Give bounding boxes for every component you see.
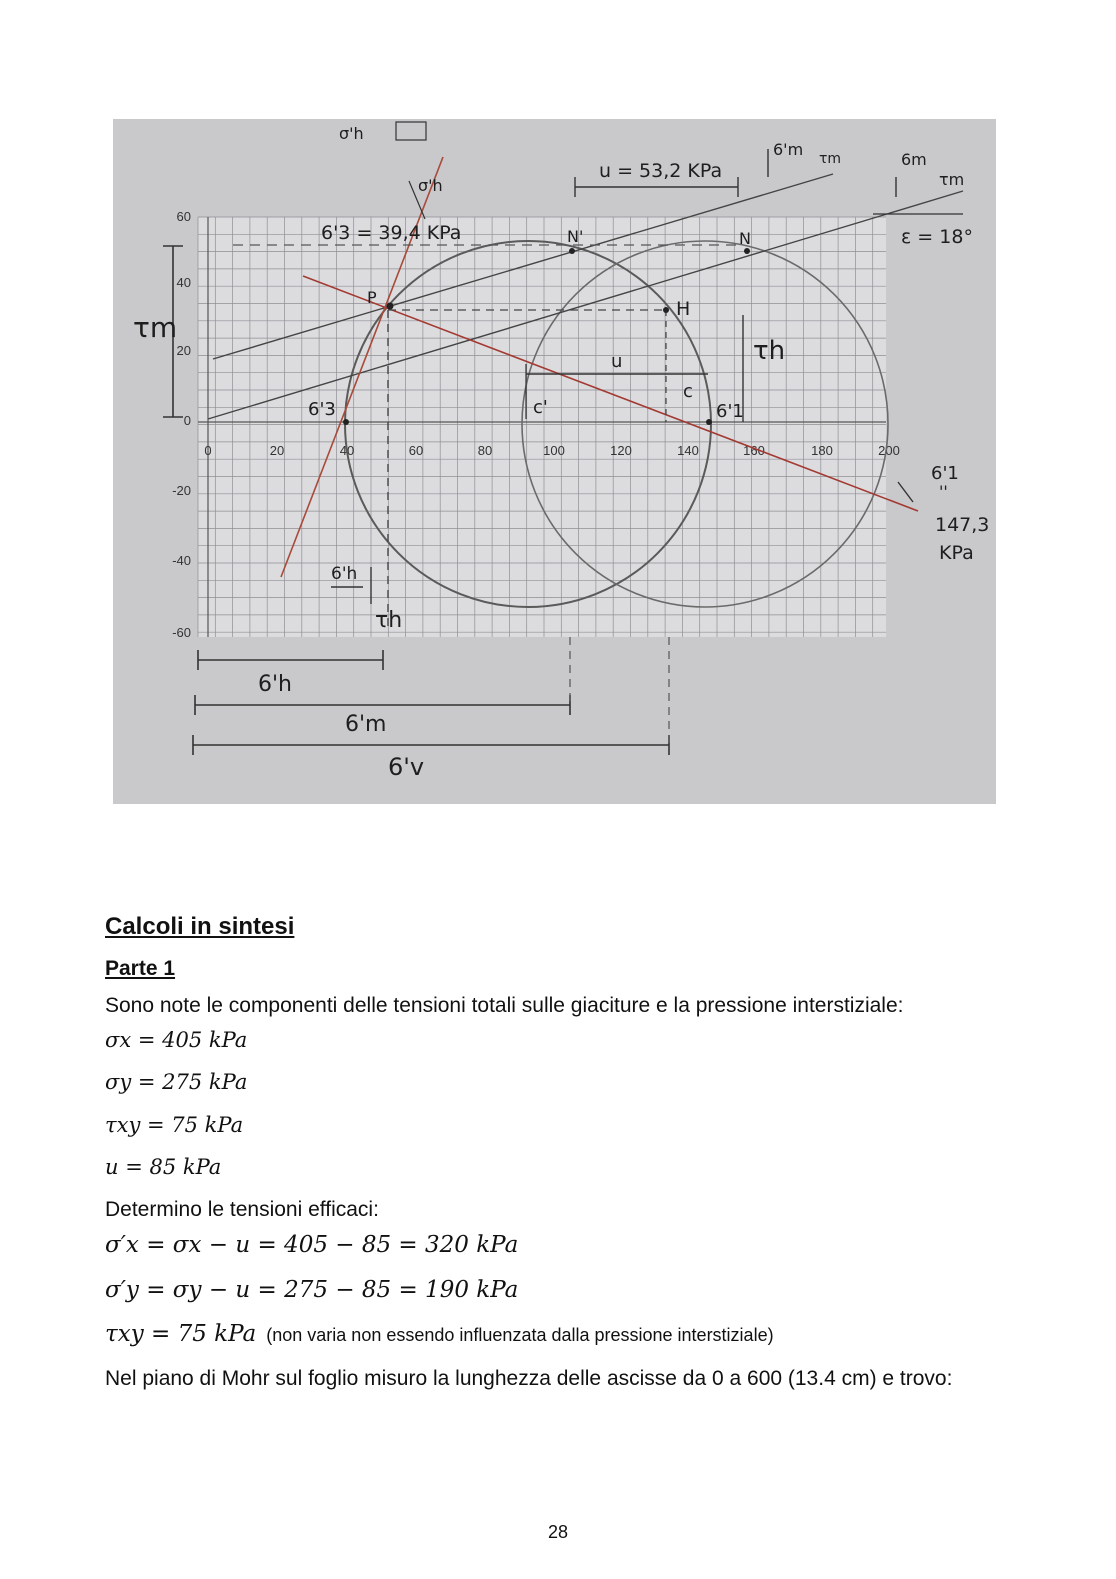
intro-paragraph: Sono note le componenti delle tensioni totali sulle giaciture e la pressione interstiziale:	[105, 993, 904, 1017]
label-h: H	[676, 298, 691, 320]
y-tick: -20	[172, 483, 191, 498]
x-tick: 60	[408, 443, 424, 458]
formula-tau-xy-effective-value: τxy = 75 kPa	[105, 1321, 257, 1348]
calculations-section	[105, 913, 1005, 1401]
label-sigma1-right: 6'1	[931, 463, 959, 484]
point-p	[387, 303, 394, 310]
x-tick: 200	[878, 443, 900, 458]
x-tick: 140	[677, 443, 699, 458]
label-tau-m-2: τm	[939, 170, 965, 189]
section-heading: Calcoli in sintesi	[105, 913, 295, 940]
point-h	[663, 307, 669, 313]
point-sigma3	[343, 419, 349, 425]
formula-u: u = 85 kPa	[105, 1154, 222, 1179]
formula-sigma-y: σy = 275 kPa	[105, 1070, 248, 1095]
label-u-value: u = 53,2 KPa	[599, 160, 723, 182]
label-c: c	[683, 381, 693, 402]
label-sigma3: 6'3	[308, 399, 336, 420]
formula-sigma-x-effective: σ′x = σx − u = 405 − 85 = 320 kPa	[105, 1232, 519, 1259]
x-tick: 0	[204, 443, 212, 458]
y-tick: -60	[172, 625, 191, 640]
y-tick: 0	[183, 413, 191, 428]
label-tau-h-bottom: τh	[375, 608, 403, 633]
label-sigma-h-mid: σ'h	[418, 176, 443, 195]
label-tau-m-1: τm	[819, 151, 842, 167]
y-tick: 40	[176, 275, 191, 290]
graph-paper	[198, 217, 886, 637]
y-tick: 60	[176, 209, 191, 224]
label-tau-m-left: τm	[133, 311, 178, 344]
label-sigma1-unit: KPa	[939, 542, 974, 564]
point-n-prime	[569, 248, 575, 254]
label-n-prime: N'	[567, 227, 584, 246]
label-sigma-h-top: σ'h	[339, 124, 364, 143]
x-tick: 120	[610, 443, 632, 458]
x-tick: 80	[477, 443, 493, 458]
formula-sigma-y-effective: σ′y = σy − u = 275 − 85 = 190 kPa	[105, 1276, 519, 1303]
x-tick: 100	[543, 443, 565, 458]
page-number: 28	[547, 1522, 569, 1542]
formula-tau-xy: τxy = 75 kPa	[105, 1112, 244, 1137]
point-sigma1	[706, 419, 712, 425]
label-dim-sigma-h: 6'h	[258, 672, 292, 697]
formula-tau-xy-effective	[105, 1321, 1005, 1349]
point-n	[744, 248, 750, 254]
label-sigma-h-bottom: 6'h	[331, 564, 358, 584]
y-tick: -40	[172, 553, 191, 568]
label-sigma3-value: 6'3 = 39,4 KPa	[321, 222, 462, 244]
label-dim-sigma-m: 6'm	[345, 712, 387, 737]
label-n: N	[739, 229, 751, 248]
section-subheading: Parte 1	[105, 956, 176, 980]
x-tick: 180	[811, 443, 833, 458]
label-sigma1-value: 147,3	[935, 514, 990, 536]
mohr-diagram	[113, 119, 996, 804]
formula-sigma-x: σx = 405 kPa	[105, 1028, 248, 1053]
label-sigma1: 6'1	[716, 401, 744, 422]
label-epsilon: ε = 18°	[901, 226, 973, 248]
label-u-mid: u	[611, 351, 623, 372]
mohr-circle-photo	[113, 119, 996, 804]
label-sigma-m-prime: 6'm	[773, 140, 804, 159]
label-sigma-m: 6m	[901, 150, 927, 169]
formula-note: (non varia non essendo influenzata dalla pressione interstiziale)	[266, 1325, 774, 1346]
x-tick: 160	[743, 443, 765, 458]
label-dim-sigma-v: 6'v	[388, 753, 425, 781]
label-sigma1-right-eq: ''	[939, 482, 948, 501]
label-tau-h-right: τh	[753, 336, 786, 366]
label-c-prime: c'	[533, 397, 548, 418]
determine-paragraph: Determino le tensioni efficaci:	[105, 1197, 379, 1221]
y-tick: 20	[176, 343, 191, 358]
final-paragraph: Nel piano di Mohr sul foglio misuro la lunghezza delle ascisse da 0 a 600 (13.4 cm) e trovo:	[105, 1366, 953, 1390]
label-p: P	[367, 288, 377, 307]
x-tick: 40	[339, 443, 355, 458]
x-tick: 20	[269, 443, 285, 458]
